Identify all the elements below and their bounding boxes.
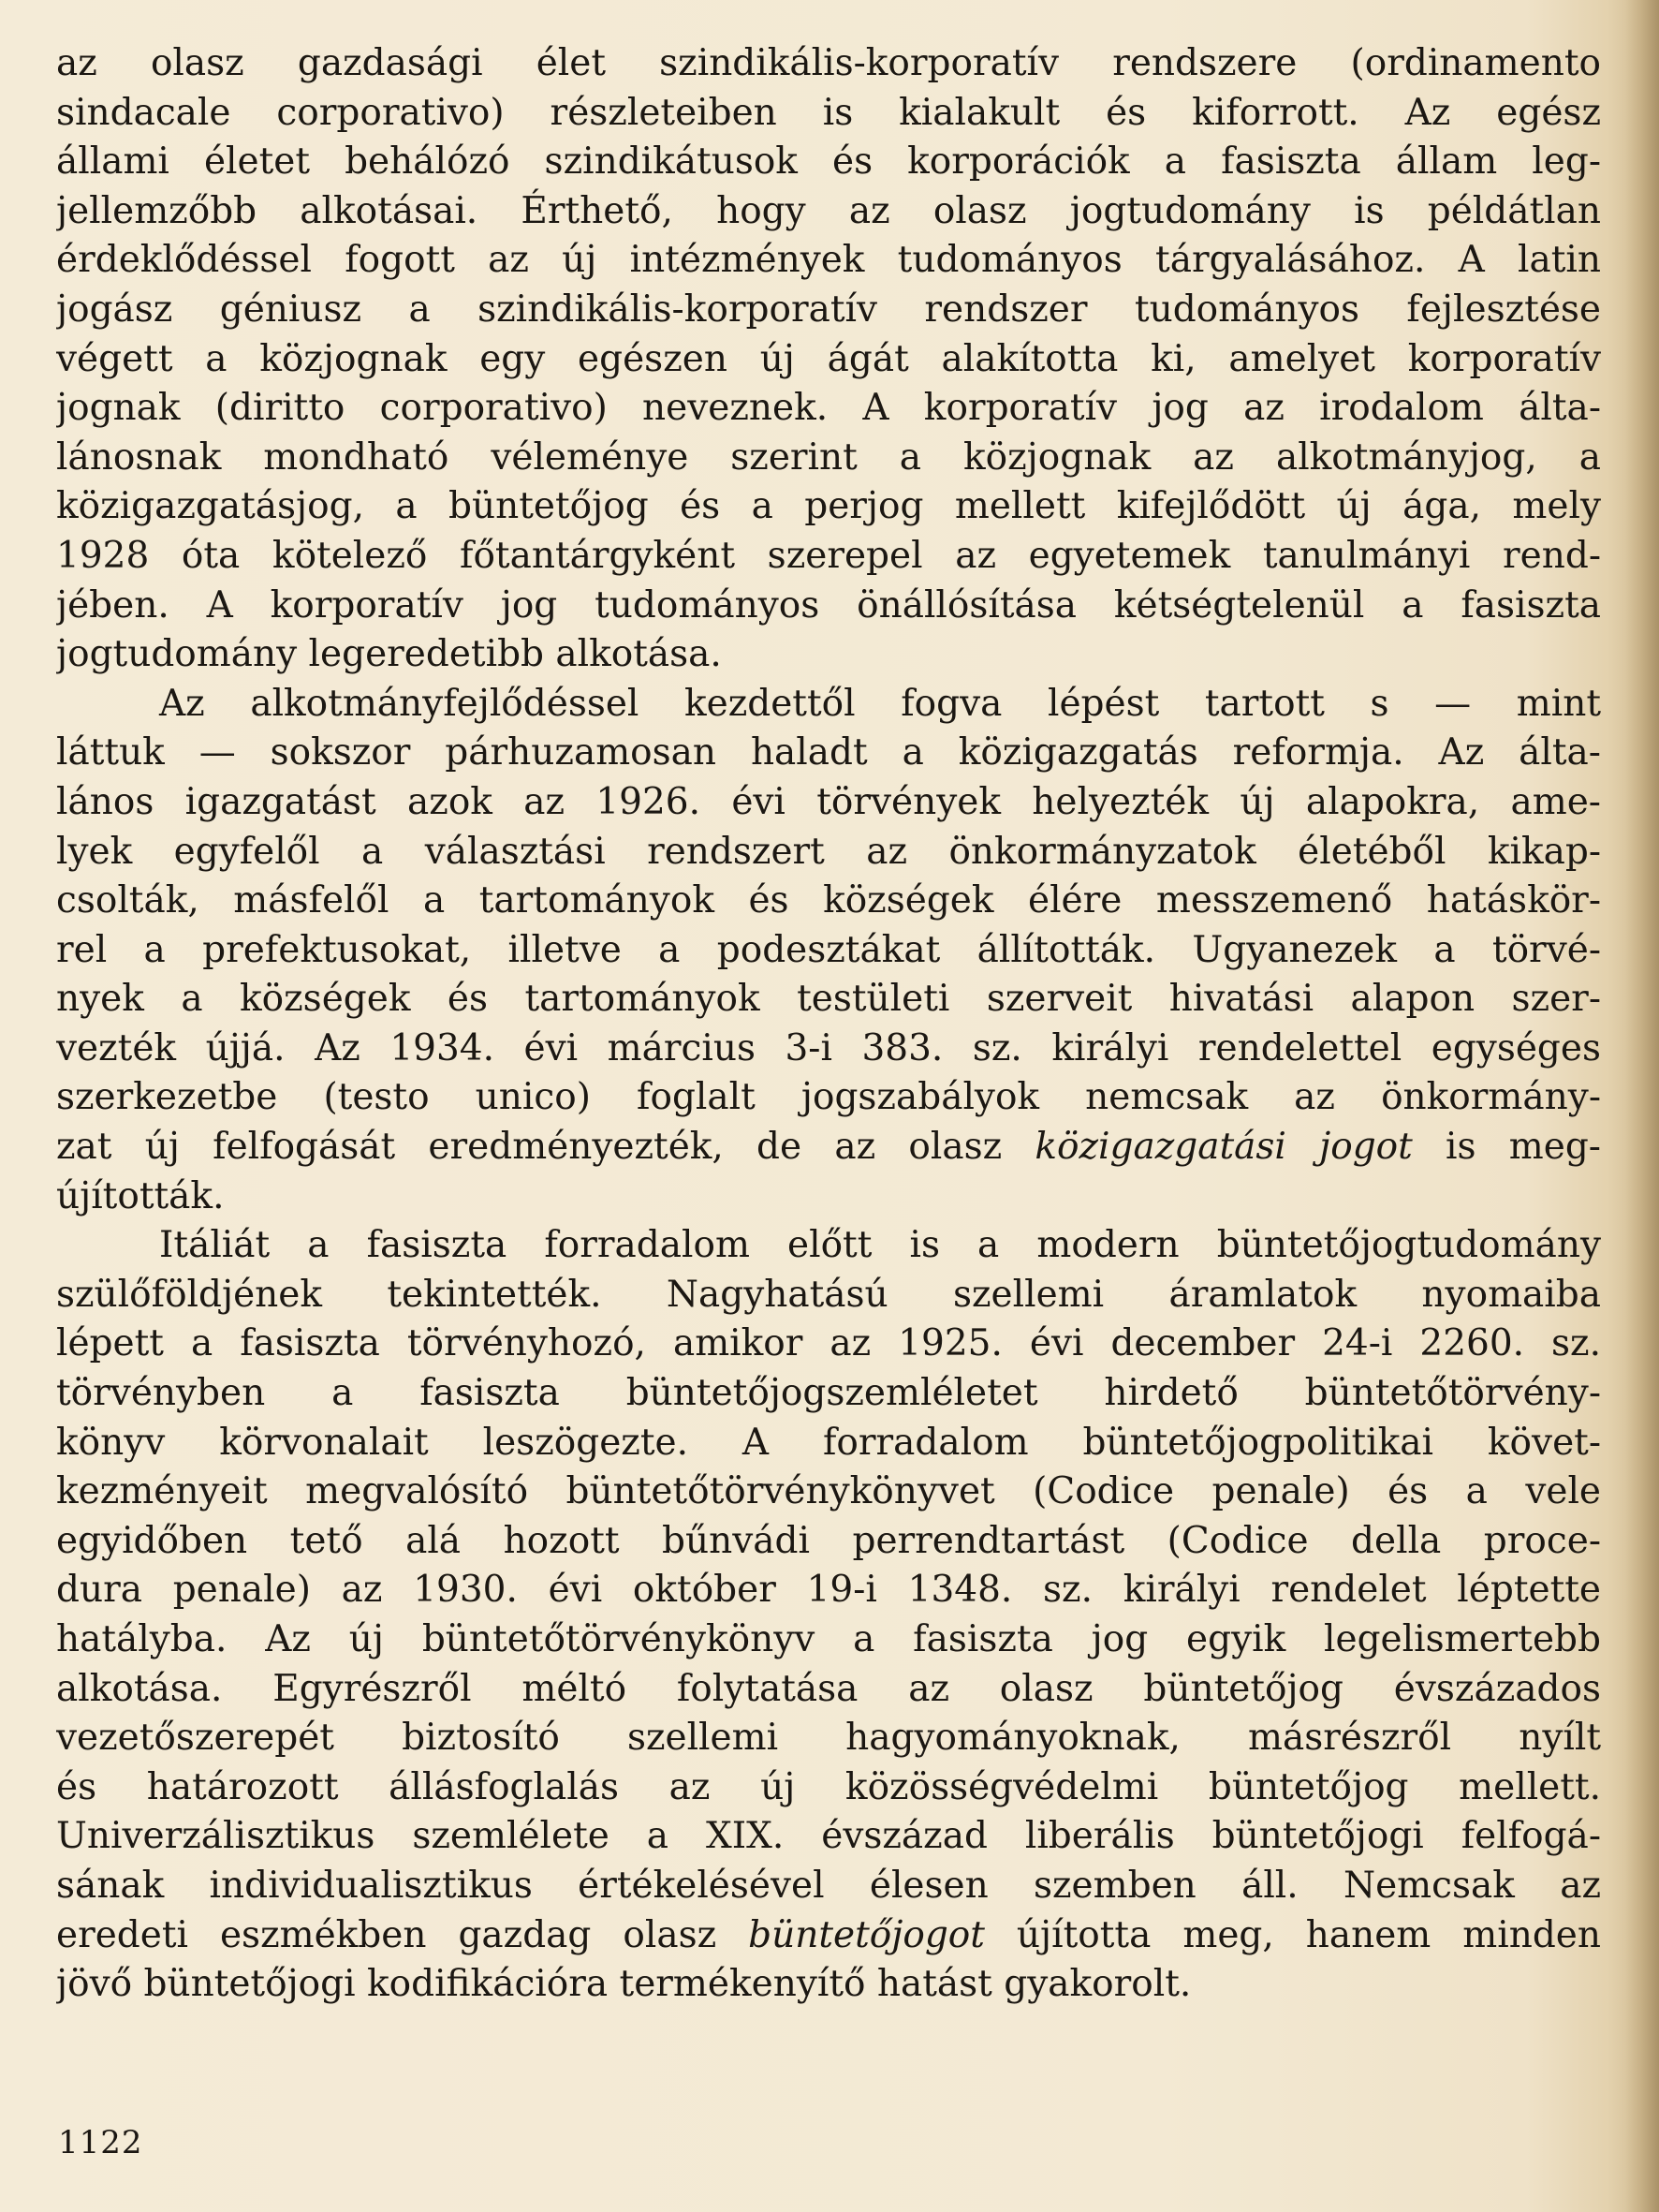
- text-line: Univerzálisztikus szemlélete a XIX. évszázad liberális büntetőjogi felfogá-: [56, 1815, 1601, 1858]
- text-line: vezetőszerepét biztosító szellemi hagyományoknak, másrészről nyílt: [56, 1717, 1601, 1760]
- text-line: sának individualisztikus értékelésével élesen szemben áll. Nemcsak az: [56, 1864, 1601, 1907]
- text-run: újította meg, hanem minden: [984, 1913, 1601, 1956]
- paragraph-corporative-law: [56, 39, 1601, 680]
- text-line: állami életet behálózó szindikátusok és korporációk a fasiszta állam leg-: [56, 140, 1601, 184]
- text-line: kezményeit megvalósító büntetőtörvénykönyvet (Codice penale) és a vele: [56, 1470, 1601, 1513]
- italic-term: büntetőjogot: [748, 1913, 985, 1956]
- text-line: lános igazgatást azok az 1926. évi törvények helyezték új alapokra, ame-: [56, 780, 1601, 823]
- text-line-with-italic: [56, 1123, 1601, 1172]
- text-run: zat új felfogását eredményezték, de az olasz: [56, 1126, 1035, 1169]
- text-line: jövő büntetőjogi kodifikációra termékenyítő hatást gyakorolt.: [56, 1963, 1192, 2006]
- text-line-with-italic: [56, 1911, 1601, 1961]
- text-line: és határozott állásfoglalás az új közösségvédelmi büntetőjog mellett.: [56, 1765, 1601, 1808]
- text-line: sindacale corporativo) részleteiben is kialakult és kiforrott. Az egész: [56, 91, 1601, 134]
- text-line: könyv körvonalait leszögezte. A forradalom büntetőjogpolitikai követ-: [56, 1421, 1601, 1464]
- text-run: is meg-: [1412, 1126, 1601, 1169]
- text-line: jogász géniusz a szindikális-korporatív rendszer tudományos fejlesztése: [56, 288, 1601, 331]
- text-line: láttuk — sokszor párhuzamosan haladt a közigazgatás reformja. Az álta-: [56, 731, 1601, 774]
- text-line: egyidőben tető alá hozott bűnvádi perrendtartást (Codice della proce-: [56, 1519, 1601, 1562]
- text-line: csolták, másfelől a tartományok és községek élére messzemenő hatáskör-: [56, 879, 1601, 922]
- text-line: 1928 óta kötelező főtantárgyként szerepel az egyetemek tanulmányi rend-: [56, 534, 1601, 577]
- italic-term: közigazgatási jogot: [1035, 1126, 1413, 1169]
- text-line: szerkezetbe (testo unico) foglalt jogszabályok nemcsak az önkormány-: [56, 1076, 1601, 1119]
- text-line: rel a prefektusokat, illetve a podesztákat állították. Ugyanezek a törvé-: [56, 928, 1601, 971]
- page-number: 1122: [58, 2124, 143, 2161]
- text-line: szülőföldjének tekintették. Nagyhatású szellemi áramlatok nyomaiba: [56, 1273, 1601, 1316]
- text-line: törvényben a fasiszta büntetőjogszemléletet hirdető büntetőtörvény-: [56, 1372, 1601, 1415]
- text-line: Az alkotmányfejlődéssel kezdettől fogva lépést tartott s — mint: [159, 682, 1601, 725]
- text-line: újították.: [56, 1174, 225, 1217]
- text-line: nyek a községek és tartományok testületi szerveit hivatási alapon szer-: [56, 978, 1601, 1021]
- text-line: vezték újjá. Az 1934. évi március 3-i 383. sz. királyi rendelettel egységes: [56, 1026, 1601, 1069]
- text-line: közigazgatásjog, a büntetőjog és a perjog mellett kifejlődött új ága, mely: [56, 485, 1601, 528]
- text-line: jében. A korporatív jog tudományos önállósítása kétségtelenül a fasiszta: [56, 583, 1601, 627]
- text-line: Itáliát a fasiszta forradalom előtt is a modern büntetőjogtudomány: [159, 1224, 1601, 1267]
- text-line: jellemzőbb alkotásai. Érthető, hogy az olasz jogtudomány is példátlan: [56, 189, 1601, 232]
- text-line: lépett a fasiszta törvényhozó, amikor az 1925. évi december 24-i 2260. sz.: [56, 1322, 1601, 1365]
- body-text: [56, 39, 1601, 2010]
- text-line: az olasz gazdasági élet szindikális-korporatív rendszere (ordinamento: [56, 42, 1601, 84]
- paragraph-administration-reform: [56, 680, 1601, 1222]
- text-line: alkotása. Egyrészről méltó folytatása az olasz büntetőjog évszázados: [56, 1667, 1601, 1710]
- text-line: jogtudomány legeredetibb alkotása.: [56, 633, 722, 676]
- text-line: hatályba. Az új büntetőtörvénykönyv a fasiszta jog egyik legelismertebb: [56, 1618, 1601, 1660]
- text-line: dura penale) az 1930. évi október 19-i 1348. sz. királyi rendelet léptette: [56, 1569, 1601, 1612]
- text-line: lyek egyfelől a választási rendszert az önkormányzatok életéből kikap-: [56, 830, 1601, 873]
- page-edge-shadow: [1625, 0, 1659, 2212]
- text-line: érdeklődéssel fogott az új intézmények tudományos tárgyalásához. A latin: [56, 239, 1601, 282]
- text-line: jognak (diritto corporativo) neveznek. A korporatív jog az irodalom álta-: [56, 387, 1601, 430]
- text-run: eredeti eszmékben gazdag olasz: [56, 1913, 749, 1956]
- text-line: lánosnak mondható véleménye szerint a közjognak az alkotmányjog, a: [56, 435, 1601, 479]
- text-line: végett a közjognak egy egészen új ágát alakította ki, amelyet korporatív: [56, 337, 1601, 380]
- paragraph-criminal-law: [56, 1221, 1601, 2010]
